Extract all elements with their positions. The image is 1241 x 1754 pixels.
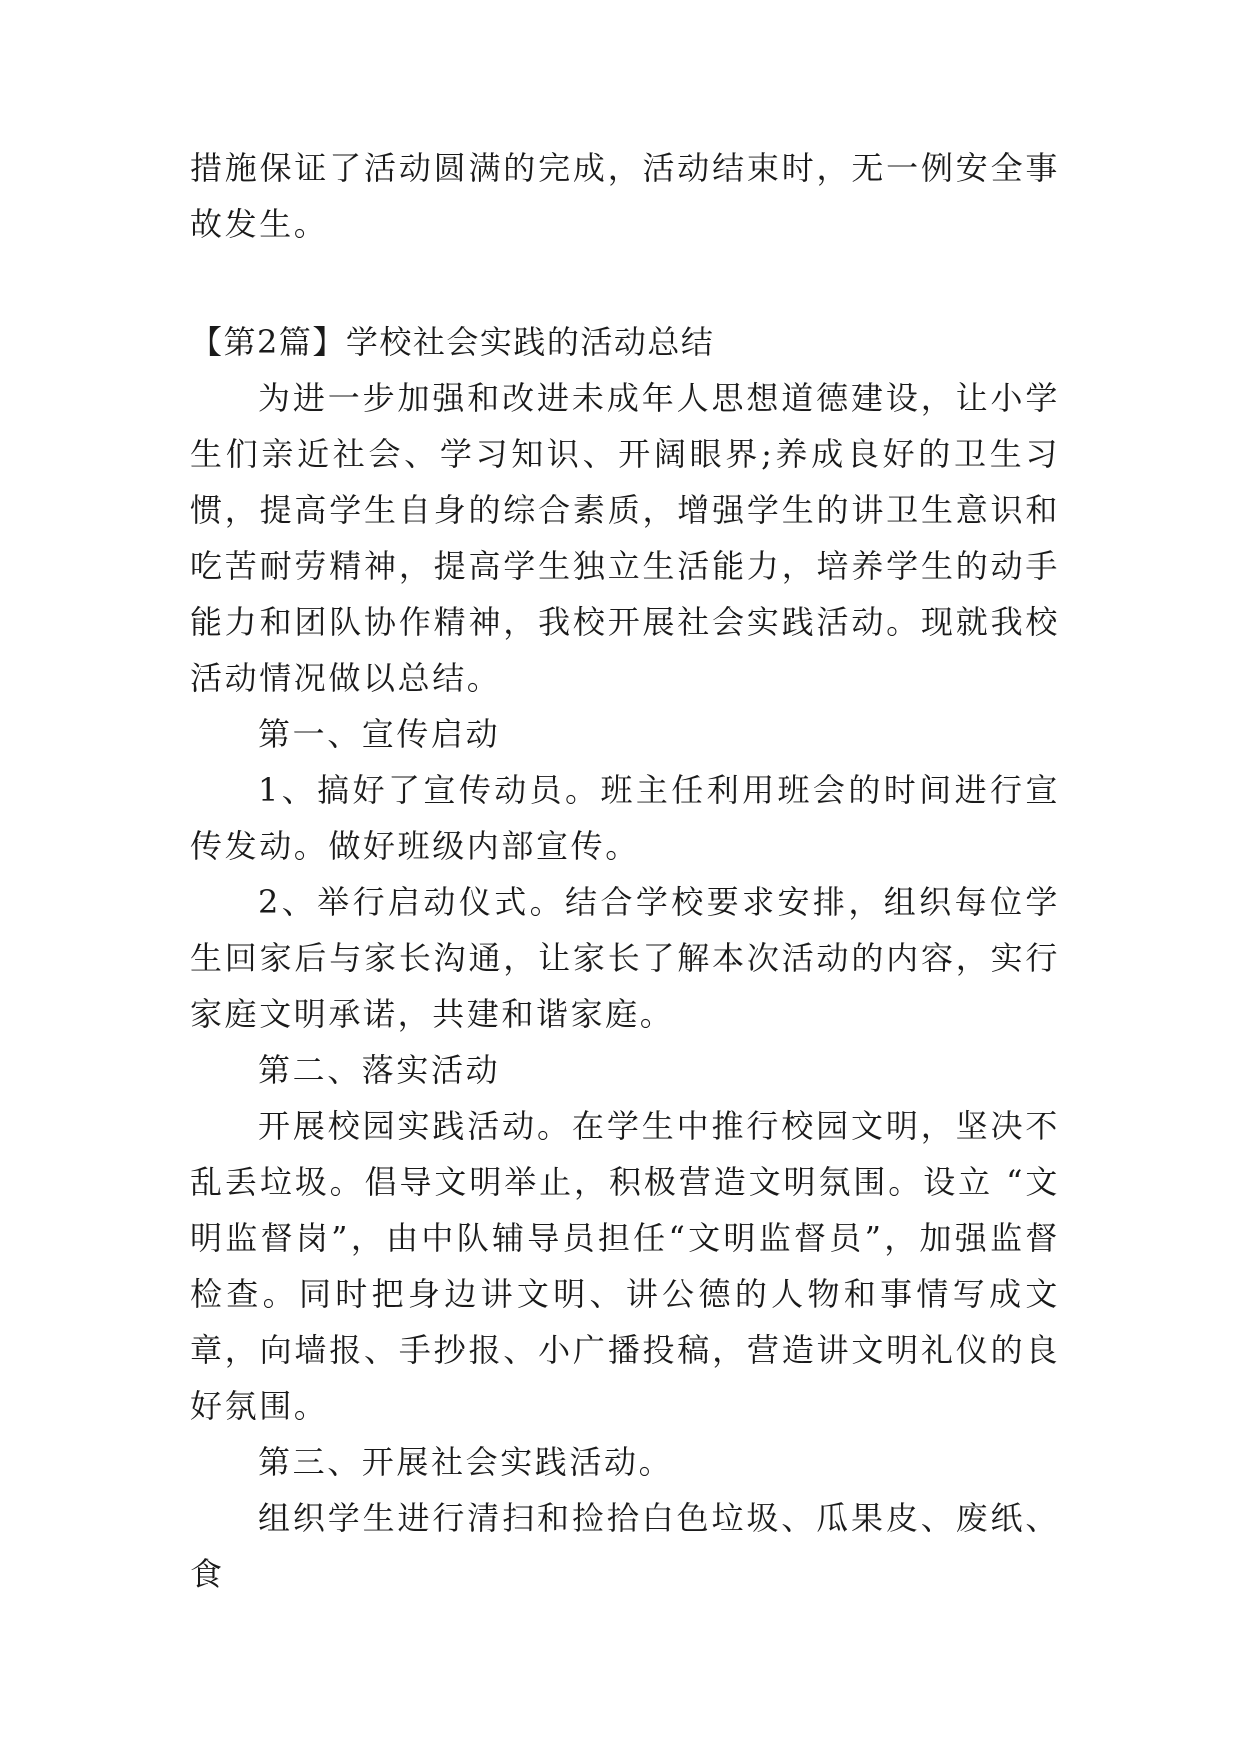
section-gap (190, 252, 1060, 314)
paragraph-cleanup: 组织学生进行清扫和捡拾白色垃圾、瓜果皮、废纸、食 (190, 1499, 1060, 1593)
subheading-publicity: 第一、宣传启动 (258, 715, 501, 753)
paragraph-intro: 为进一步加强和改进未成年人思想道德建设，让小学生们亲近社会、学习知识、开阔眼界;养成良好的卫生习惯，提高学生自身的综合素质，增强学生的讲卫生意识和吃苦耐劳精神，提高学生独立生活能力，培养学生的动手能力和团队协作精神，我校开展社会实践活动。现就我校活动情况做以总结。 (190, 379, 1060, 697)
subheading-social-practice: 第三、开展社会实践活动。 (258, 1443, 674, 1481)
paragraph-continued: 措施保证了活动圆满的完成，活动结束时，无一例安全事故发生。 (190, 149, 1060, 243)
document-page (190, 140, 1060, 1602)
section-heading: 【第2篇】学校社会实践的活动总结 (190, 323, 715, 361)
paragraph-item-2: 2、举行启动仪式。结合学校要求安排，组织每位学生回家后与家长沟通，让家长了解本次活动的内容，实行家庭文明承诺，共建和谐家庭。 (190, 883, 1060, 1033)
subheading-implementation: 第二、落实活动 (258, 1051, 501, 1089)
paragraph-campus-practice: 开展校园实践活动。在学生中推行校园文明，坚决不乱丢垃圾。倡导文明举止，积极营造文明氛围。设立 “文明监督岗”，由中队辅导员担任“文明监督员”，加强监督检查。同时把身边讲文明、讲公德的人物和事情写成文章，向墙报、手抄报、小广播投稿，营造讲文明礼仪的良好氛围。 (190, 1107, 1060, 1425)
paragraph-item-1: 1、搞好了宣传动员。班主任利用班会的时间进行宣传发动。做好班级内部宣传。 (190, 771, 1060, 865)
